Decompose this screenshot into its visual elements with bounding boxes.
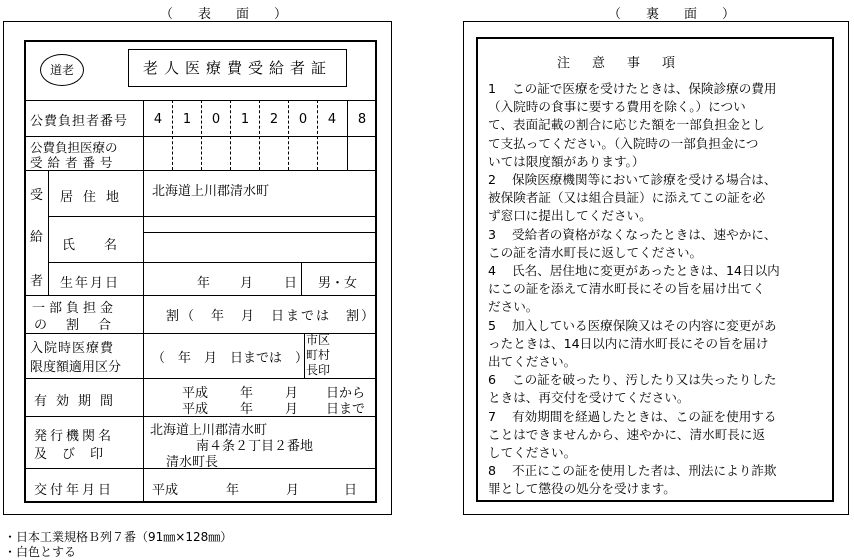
validity-label: 有効期間 [34,394,123,409]
note-line [488,317,828,335]
dob-label: 生年月日 [60,276,121,291]
recipient-number-label-1: 公費負担医療の [30,140,118,155]
note-item [488,371,828,407]
note-number: 6 [488,372,497,388]
note-number: 8 [488,463,497,479]
size-spec: ・日本工業規格Ｂ列７番（91㎜×128㎜） [4,530,233,544]
note-line [488,408,828,426]
note-number: 2 [488,172,497,187]
note-text: 不正にこの証を使用した者は、刑法により詐欺 [512,463,777,479]
note-line: この証を清水町長に返してください。 [488,244,703,260]
payer-digit: 0 [298,112,308,127]
note-item [488,408,828,463]
payer-digit: 1 [182,112,192,127]
back-header: （ 裏 面 ） [608,7,742,22]
note-text: この証で医療を受けたときは、保険診療の費用 [512,81,777,96]
note-line: してください。 [488,445,577,460]
name-label: 氏 名 [62,238,126,253]
recipient-column-divider [48,170,49,295]
recipient-vertical-char: 給 [30,230,44,245]
note-line [488,462,828,480]
payer-digit: 0 [211,112,221,127]
note-number: 7 [488,408,497,424]
note-line: 被保険者証（又は組合員証）に添えてこの証を必 [488,190,766,206]
issue-date-month: 月 [286,483,300,498]
inpatient-label-2: 限度額適用区分 [30,360,122,375]
validity-year: 年 [240,386,254,401]
seal-label-1: 市区 [306,333,331,347]
note-line: ことはできませんから、速やかに、清水町長に返 [488,426,766,442]
color-spec: ・白色とする [4,545,77,559]
card-title: 老人医療費受給者証 [128,49,347,87]
gender-value: 男・女 [318,276,358,291]
dob-year: 年 [197,276,211,291]
issue-date-day: 日 [344,483,358,498]
seal-label-2: 町村 [306,348,331,362]
note-item [488,317,828,372]
digit-separator [317,100,318,170]
address-value: 北海道上川郡清水町 [152,184,270,199]
issuer-line-3: 清水町長 [166,455,219,470]
note-item [488,462,828,498]
note-item [488,262,828,317]
note-line: いては限度額があります。） [488,153,645,169]
note-text: 保険医療機関等において診療を受ける場合は、 [512,172,777,187]
note-line: ださい。 [488,299,539,315]
dob-month: 月 [240,276,254,291]
inpatient-label-1: 入院時医療費 [30,341,115,356]
note-line [488,371,828,389]
digit-separator [172,100,173,170]
recipient-vertical-char: 受 [30,188,44,203]
validity-from: 日から [326,386,366,401]
copay-label-2: の 割 合 [34,318,115,333]
validity-month: 月 [285,402,299,417]
label-column-divider [143,100,144,503]
front-header: （ 表 面 ） [160,7,294,22]
note-number: 3 [488,226,497,242]
row-divider [24,295,377,296]
note-number: 1 [488,81,497,96]
note-text: この証を破ったり、汚したり又は失ったりした [512,372,777,388]
copay-value: 割（ 年 月 日までは 割） [166,309,377,324]
copay-label-1: 一部負担金 [32,301,118,316]
note-line: ときは、再交付を受けてください。 [488,390,690,406]
digit-separator [230,100,231,170]
note-item [488,80,828,171]
prefecture-seal: 道老 [40,54,84,86]
note-line: て、表面記載の割合に応じた額を一部負担金とし [488,117,765,133]
note-line: にこの証を添えて清水町長にその旨を届け出てく [488,281,766,297]
issue-date-label: 交付年月日 [34,483,115,498]
recipient-vertical-char: 者 [30,274,44,289]
issuer-label-1: 発行機関名 [34,429,115,444]
row-divider [24,378,377,379]
issuer-label-2: 及 び 印 [34,447,105,462]
row-divider [48,262,377,263]
note-line [488,80,828,98]
note-line [488,226,828,244]
note-item [488,171,828,226]
validity-until: 日まで [326,402,366,417]
recipient-number-label-2: 受給者番号 [30,155,118,170]
validity-year: 年 [240,402,254,417]
issue-date-year: 年 [226,483,240,498]
payer-digit: 1 [240,112,250,127]
seal-label-3: 長印 [306,363,331,377]
note-line: 罪として懲役の処分を受けます。 [488,481,676,497]
payer-number-label: 公費負担者番号 [30,114,129,129]
note-line [488,262,828,280]
note-text: 氏名、居住地に変更があったときは、14日以内 [512,263,780,278]
issuer-line-1: 北海道上川郡清水町 [150,423,268,438]
row-divider [144,232,377,233]
note-item [488,226,828,262]
validity-month: 月 [285,386,299,401]
issue-date-era: 平成 [152,483,179,498]
digit-separator [201,100,202,170]
notes-title: 注意事項 [557,56,698,71]
note-line [488,171,828,189]
payer-digit: 8 [357,112,367,127]
dob-day: 日 [284,276,298,291]
digit-divider [347,100,348,170]
note-line: ず窓口に提出してください。 [488,208,652,224]
note-line: て支払ってください。（入院時の一部負担金につ [488,135,759,151]
note-line: 出てください。 [488,354,577,369]
inpatient-value: （ 年 月 日までは ） [152,351,309,366]
address-label: 居住地 [60,190,130,205]
payer-digit: 2 [269,112,279,127]
note-text: 有効期間を経過したときは、この証を使用する [512,408,777,424]
note-line: ったときは、14日以内に清水町長にその旨を届け [488,335,769,351]
issuer-line-2: 南４条２丁目２番地 [196,439,314,454]
row-divider [48,216,377,217]
payer-digit: 4 [153,112,163,127]
note-number: 4 [488,263,497,278]
validity-era: 平成 [182,386,209,401]
validity-era: 平成 [182,402,209,417]
digit-separator [288,100,289,170]
note-line: （入院時の食事に要する費用を除く。）につい [488,99,746,115]
payer-digit: 4 [327,112,337,127]
gender-divider [301,262,302,295]
digit-separator [259,100,260,170]
note-text: 加入している医療保険又はその内容に変更があ [512,317,777,333]
note-number: 5 [488,317,497,333]
note-text: 受給者の資格がなくなったときは、速やかに、 [512,226,777,242]
